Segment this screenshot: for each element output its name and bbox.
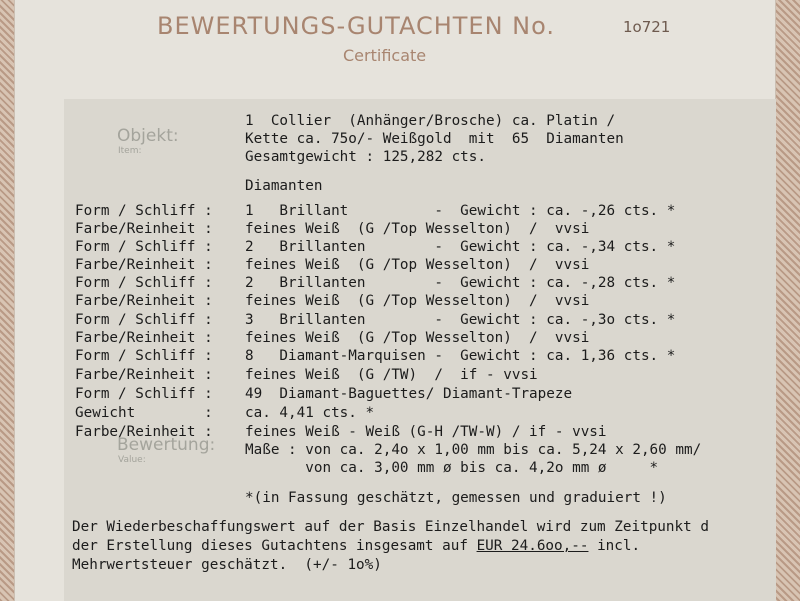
value-text-line [72, 537, 640, 555]
bewertung-sublabel: Value: [118, 455, 146, 465]
spec-label: Farbe/Reinheit : [75, 221, 213, 237]
spec-label: Form / Schliff : [75, 203, 213, 219]
value-text-post: incl. [588, 538, 641, 554]
spec-value: feines Weiß (G /Top Wesselton) / vvsi [245, 330, 590, 346]
spec-value: 3 Brillanten - Gewicht : ca. -,3o cts. * [245, 312, 676, 328]
spec-label: Form / Schliff : [75, 275, 213, 291]
spec-label: Farbe/Reinheit : [75, 424, 213, 440]
spec-value: feines Weiß (G /Top Wesselton) / vvsi [245, 293, 590, 309]
spec-value: 8 Diamant-Marquisen - Gewicht : ca. 1,36 cts. * [245, 348, 676, 364]
footnote: *(in Fassung geschätzt, gemessen und graduiert !) [245, 490, 667, 506]
certificate-title: BEWERTUNGS-GUTACHTEN No. [157, 12, 556, 40]
objekt-label: Objekt: [117, 126, 179, 146]
spec-label: Gewicht : [75, 405, 213, 421]
spec-value: 1 Brillant - Gewicht : ca. -,26 cts. * [245, 203, 676, 219]
masse-line: Maße : von ca. 2,4o x 1,00 mm bis ca. 5,24 x 2,60 mm/ [245, 442, 702, 458]
spec-label: Form / Schliff : [75, 348, 213, 364]
spec-value: feines Weiß (G /TW) / if - vvsi [245, 367, 538, 383]
certificate-subtitle: Certificate [343, 46, 427, 65]
value-text-line: Mehrwertsteuer geschätzt. (+/- 1o%) [72, 557, 382, 573]
spec-value: 2 Brillanten - Gewicht : ca. -,34 cts. * [245, 239, 676, 255]
spec-label: Farbe/Reinheit : [75, 257, 213, 273]
masse-line: von ca. 3,00 mm ø bis ca. 4,2o mm ø * [245, 460, 659, 476]
spec-value: 2 Brillanten - Gewicht : ca. -,28 cts. * [245, 275, 676, 291]
spec-value: feines Weiß - Weiß (G-H /TW-W) / if - vvsi [245, 424, 607, 440]
object-line: Kette ca. 75o/- Weißgold mit 65 Diamanten [245, 131, 624, 147]
spec-value: 49 Diamant-Baguettes/ Diamant-Trapeze [245, 386, 573, 402]
spec-label: Farbe/Reinheit : [75, 330, 213, 346]
object-line: 1 Collier (Anhänger/Brosche) ca. Platin / [245, 113, 616, 129]
spec-label: Form / Schliff : [75, 386, 213, 402]
value-amount: EUR 24.6oo,-- [476, 538, 589, 554]
certificate-number: 1o721 [623, 18, 671, 36]
value-text-pre: der Erstellung dieses Gutachtens insgesamt auf [72, 538, 477, 554]
objekt-sublabel: Item: [118, 146, 142, 156]
spec-value: feines Weiß (G /Top Wesselton) / vvsi [245, 257, 590, 273]
value-text-line: Der Wiederbeschaffungswert auf der Basis Einzelhandel wird zum Zeitpunkt d [72, 519, 709, 535]
spec-value: feines Weiß (G /Top Wesselton) / vvsi [245, 221, 590, 237]
object-line: Gesamtgewicht : 125,282 cts. [245, 149, 487, 165]
spec-label: Form / Schliff : [75, 239, 213, 255]
spec-label: Farbe/Reinheit : [75, 293, 213, 309]
spec-label: Farbe/Reinheit : [75, 367, 213, 383]
bewertung-label: Bewertung: [117, 435, 216, 455]
diamonds-heading: Diamanten [245, 178, 323, 194]
spec-label: Form / Schliff : [75, 312, 213, 328]
spec-value: ca. 4,41 cts. * [245, 405, 375, 421]
